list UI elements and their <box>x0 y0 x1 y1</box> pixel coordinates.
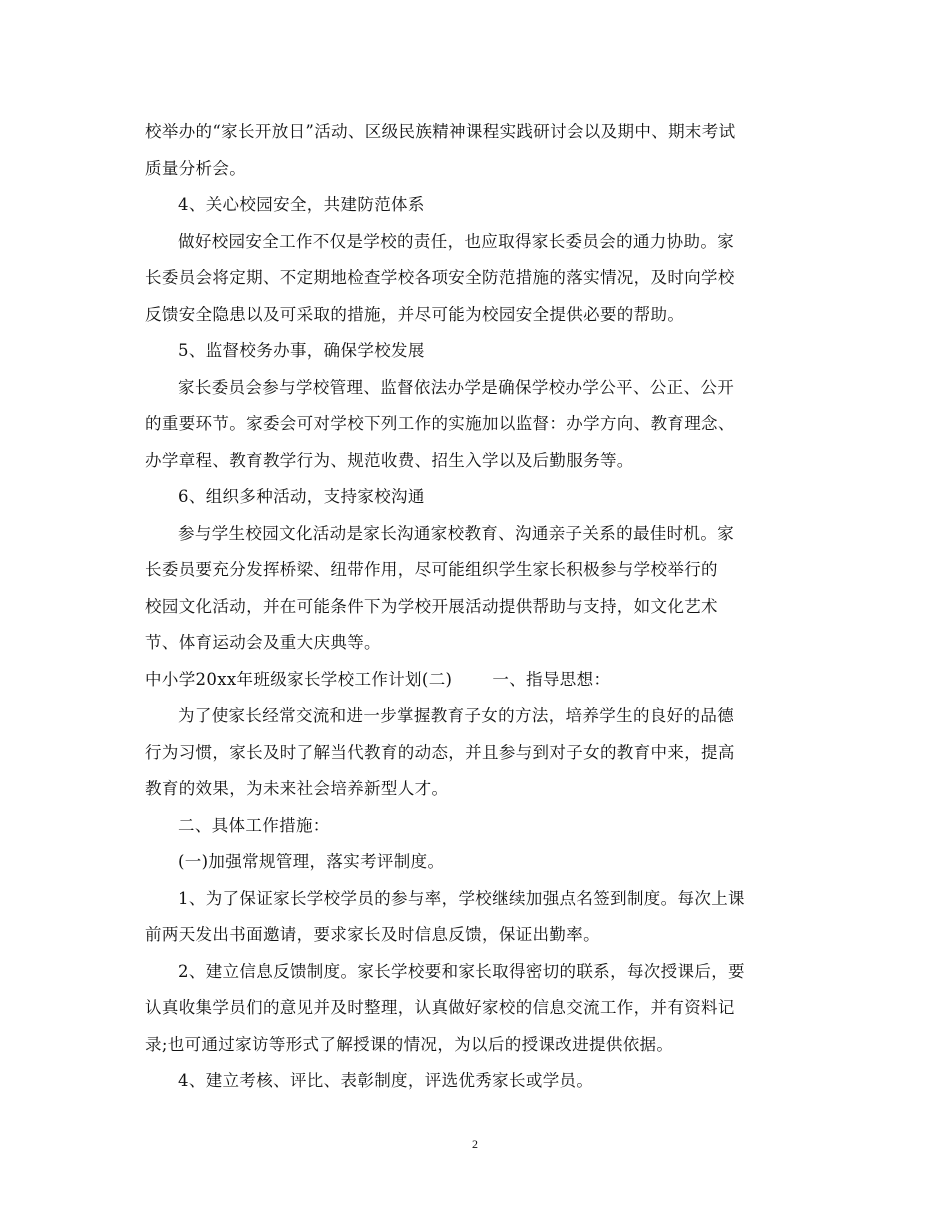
paragraph-line: 长委员要充分发挥桥梁、纽带作用，尽可能组织学生家长积极参与学校举行的 <box>145 560 718 579</box>
section-heading: 6、组织多种活动，支持家校沟通 <box>178 487 425 506</box>
paragraph-line: 做好校园安全工作不仅是学校的责任，也应取得家长委员会的通力协助。家 <box>178 231 735 251</box>
paragraph-line: 1、为了保证家长学校学员的参与率，学校继续加强点名签到制度。每次上课 <box>178 888 745 908</box>
section-heading: 二、具体工作措施： <box>178 815 330 835</box>
section-heading: 5、监督校务办事，确保学校发展 <box>178 341 425 360</box>
paragraph-line: 节、体育运动会及重大庆典等。 <box>145 633 381 652</box>
subsection-heading: (一)加强常规管理，落实考评制度。 <box>178 852 445 871</box>
document-body <box>145 114 810 1100</box>
section-heading: 4、关心校园安全，共建防范体系 <box>178 195 425 214</box>
paragraph-line: 为了使家长经常交流和进一步掌握教育子女的方法，培养学生的良好的品德 <box>178 706 735 725</box>
paragraph-line: 长委员会将定期、不定期地检查学校各项安全防范措施的落实情况，及时向学校 <box>145 268 735 287</box>
paragraph-line: 校举办的“家长开放日”活动、区级民族精神课程实践研讨会以及期中、期末考试 <box>145 122 736 141</box>
paragraph-line: 前两天发出书面邀请，要求家长及时信息反馈，保证出勤率。 <box>145 925 600 944</box>
paragraph-line: 教育的效果，为未来社会培养新型人才。 <box>145 779 449 798</box>
paragraph-line: 4、建立考核、评比、表彰制度，评选优秀家长或学员。 <box>178 1071 594 1090</box>
page-number: 2 <box>472 1137 478 1151</box>
section-heading: 一、指导思想： <box>492 669 611 689</box>
paragraph-line: 办学章程、教育教学行为、规范收费、招生入学以及后勤服务等。 <box>145 450 634 470</box>
plan-title: 中小学20xx年班级家长学校工作计划(二) <box>145 669 453 689</box>
paragraph-line: 参与学生校园文化活动是家长沟通家校教育、沟通亲子关系的最佳时机。家 <box>178 523 735 543</box>
paragraph-line: 家长委员会参与学校管理、监督依法办学是确保学校办学公平、公正、公开 <box>178 377 735 397</box>
paragraph-line: 校园文化活动，并在可能条件下为学校开展活动提供帮助与支持，如文化艺术 <box>145 596 718 616</box>
paragraph-line: 2、建立信息反馈制度。家长学校要和家长取得密切的联系，每次授课后，要 <box>178 961 745 981</box>
paragraph-line: 反馈安全隐患以及可采取的措施，并尽可能为校园安全提供必要的帮助。 <box>145 304 685 324</box>
paragraph-line: 质量分析会。 <box>145 158 247 178</box>
paragraph-line: 认真收集学员们的意见并及时整理，认真做好家校的信息交流工作，并有资料记 <box>145 998 735 1017</box>
paragraph-line: 录;也可通过家访等形式了解授课的情况，为以后的授课改进提供依据。 <box>145 1034 674 1054</box>
paragraph-line: 行为习惯，家长及时了解当代教育的动态，并且参与到对子女的教育中来，提高 <box>145 742 735 762</box>
paragraph-line: 的重要环节。家委会可对学校下列工作的实施加以监督：办学方向、教育理念、 <box>145 414 735 433</box>
plan-title-line <box>145 662 810 699</box>
